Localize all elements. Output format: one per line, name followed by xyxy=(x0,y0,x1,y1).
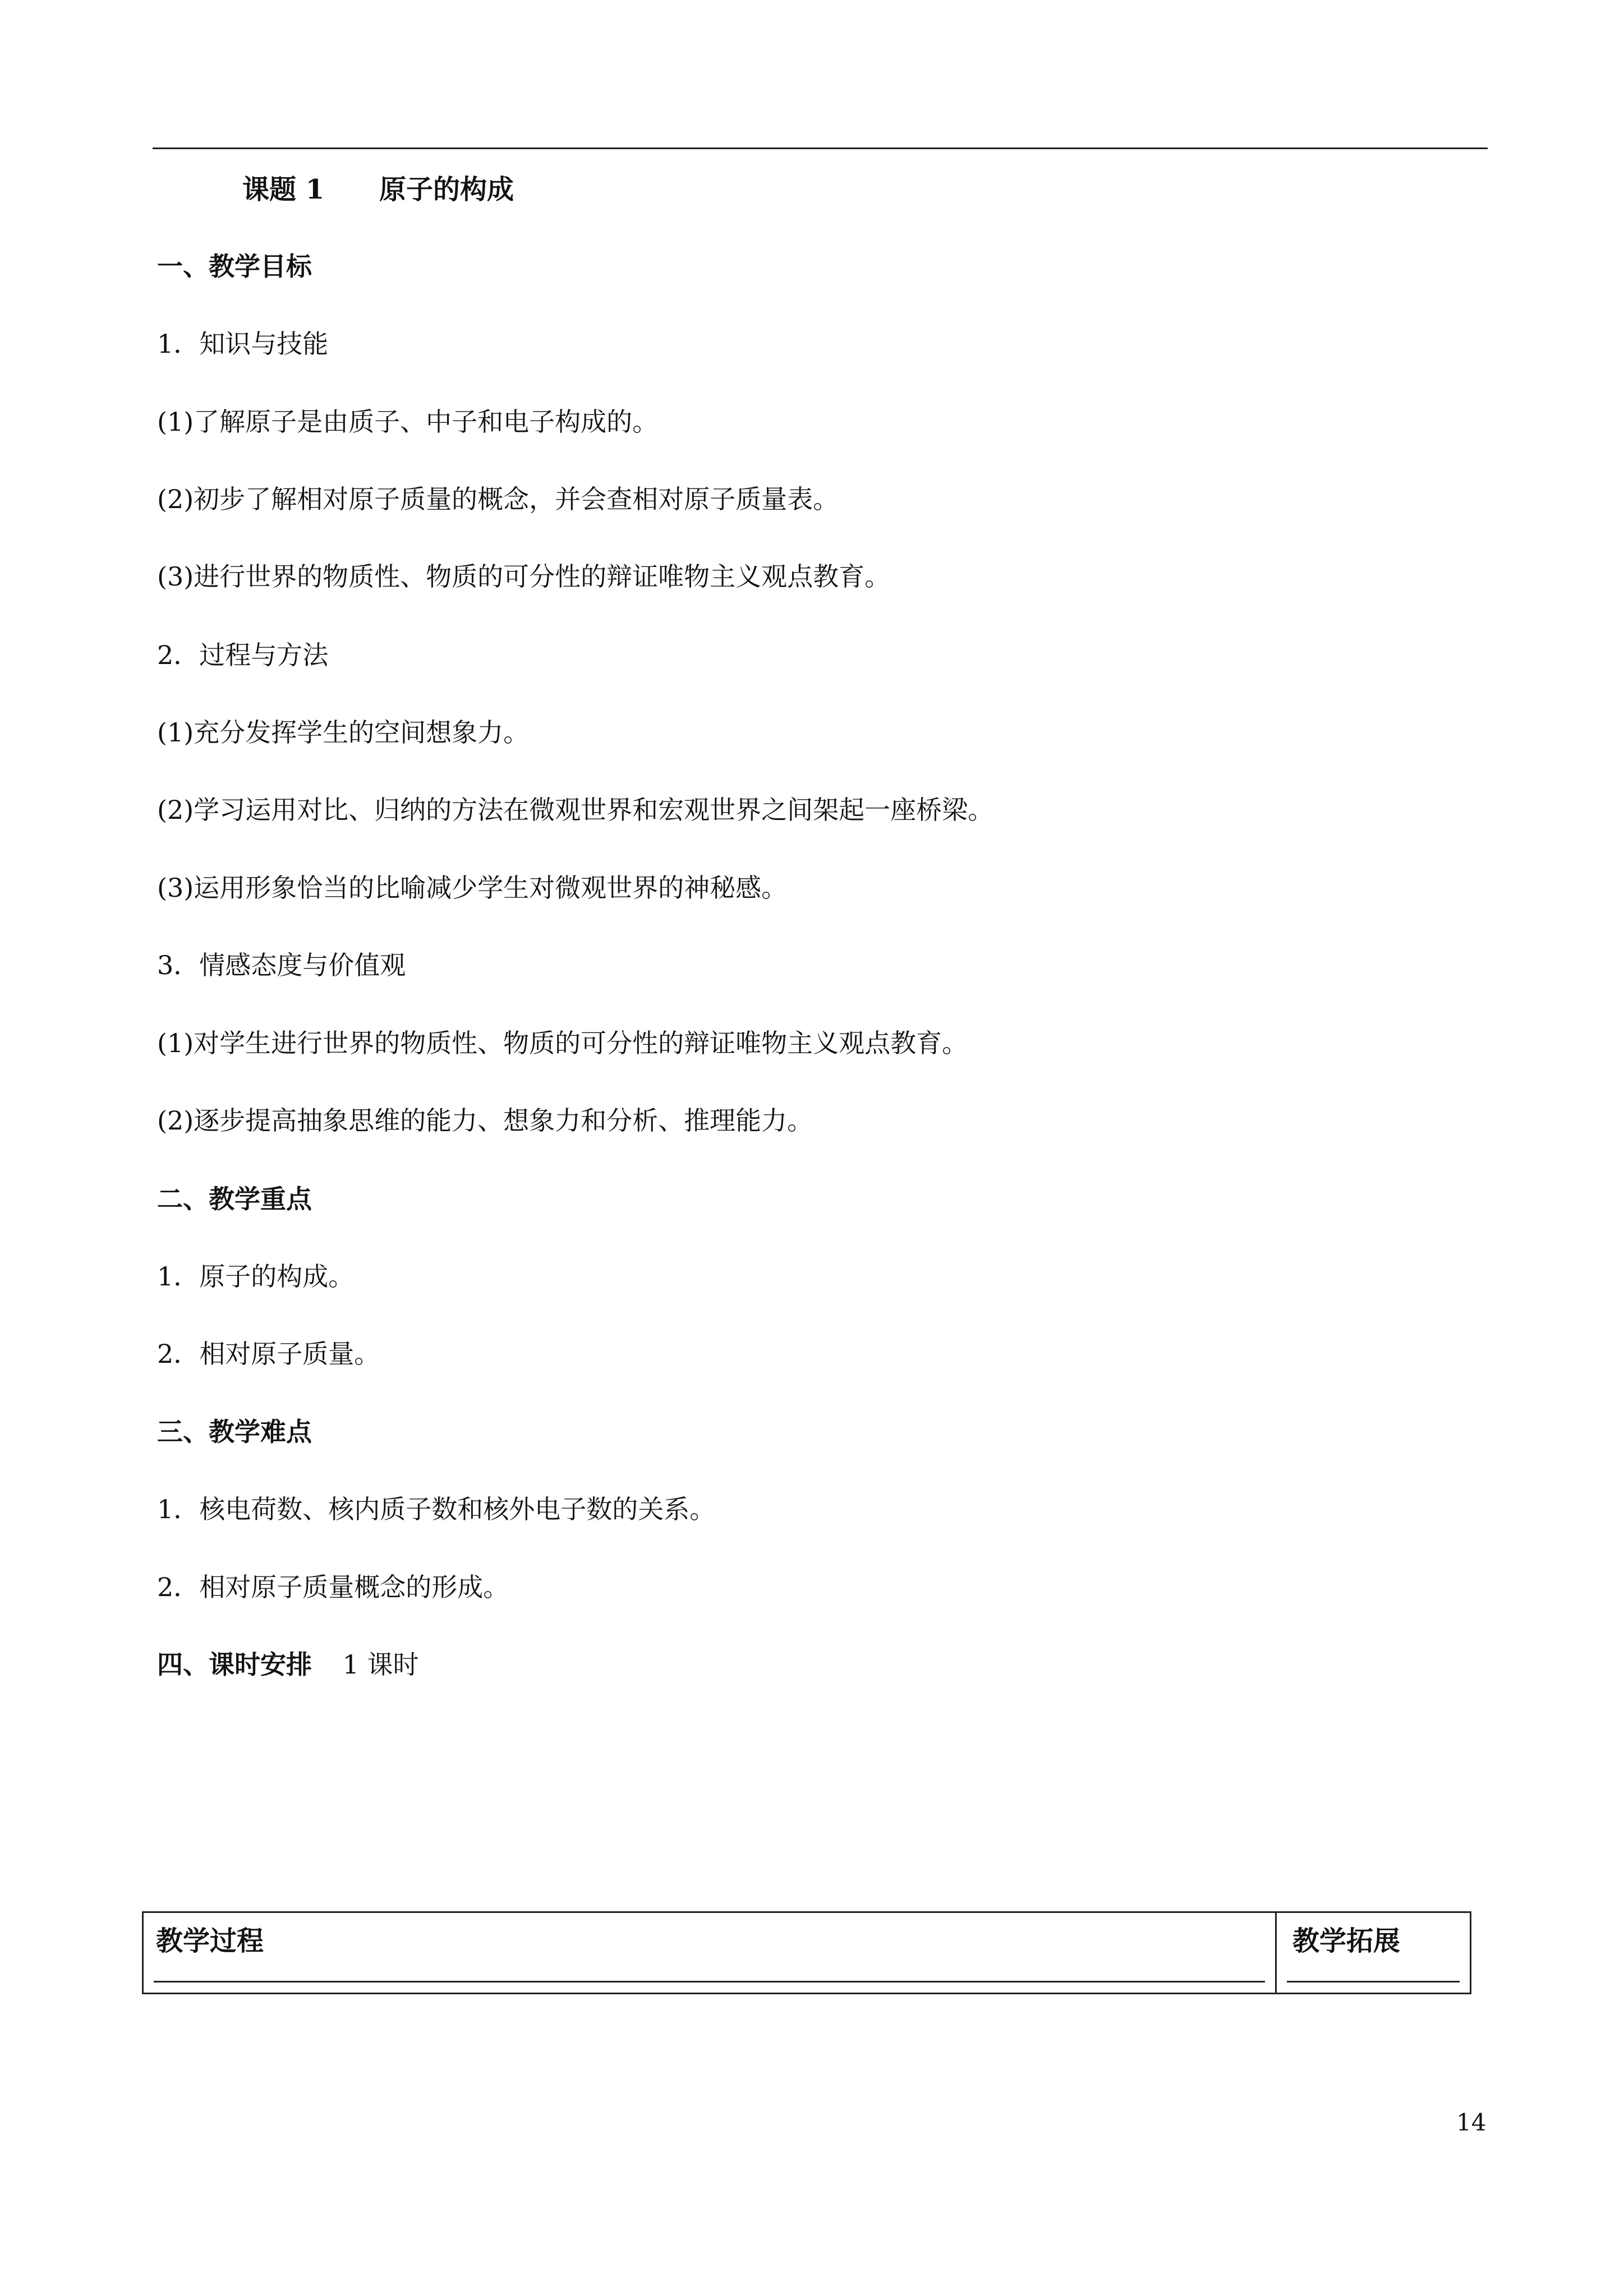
teaching-process-cell xyxy=(144,1913,1277,1993)
cell-underline xyxy=(154,1981,1265,1983)
schedule-heading: 四、课时安排 xyxy=(157,1649,312,1680)
schedule-line xyxy=(157,1649,419,1680)
cell-underline xyxy=(1287,1981,1460,1983)
lesson-title: 原子的构成 xyxy=(379,174,514,205)
key-point-item: 1．原子的构成。 xyxy=(157,1261,355,1292)
knowledge-item: (1)了解原子是由质子、中子和电子构成的。 xyxy=(157,407,659,437)
attitude-heading: 3．情感态度与价值观 xyxy=(157,950,406,980)
key-points-heading: 二、教学重点 xyxy=(157,1184,312,1214)
knowledge-item: (2)初步了解相对原子质量的概念，并会查相对原子质量表。 xyxy=(157,484,839,514)
attitude-item: (1)对学生进行世界的物质性、物质的可分性的辩证唯物主义观点教育。 xyxy=(157,1028,968,1058)
difficulties-heading: 三、教学难点 xyxy=(157,1417,312,1447)
teaching-extension-header: 教学拓展 xyxy=(1292,1925,1401,1957)
process-item: (3)运用形象恰当的比喻减少学生对微观世界的神秘感。 xyxy=(157,873,788,903)
knowledge-item: (3)进行世界的物质性、物质的可分性的辩证唯物主义观点教育。 xyxy=(157,561,891,592)
page-number: 14 xyxy=(1456,2109,1487,2136)
header-rule xyxy=(153,147,1488,149)
knowledge-heading: 1．知识与技能 xyxy=(157,329,329,359)
difficulty-item: 1．核电荷数、核内质子数和核外电子数的关系。 xyxy=(157,1494,716,1524)
schedule-value: 1 课时 xyxy=(342,1649,419,1680)
objectives-heading: 一、教学目标 xyxy=(157,251,312,282)
teaching-extension-cell xyxy=(1277,1913,1470,1993)
teaching-process-header: 教学过程 xyxy=(156,1925,264,1957)
process-item: (2)学习运用对比、归纳的方法在微观世界和宏观世界之间架起一座桥梁。 xyxy=(157,795,994,825)
lesson-number: 课题 1 xyxy=(242,174,325,205)
teaching-table xyxy=(142,1911,1471,1994)
attitude-item: (2)逐步提高抽象思维的能力、想象力和分析、推理能力。 xyxy=(157,1105,813,1136)
difficulty-item: 2．相对原子质量概念的形成。 xyxy=(157,1572,509,1602)
process-item: (1)充分发挥学生的空间想象力。 xyxy=(157,717,530,748)
key-point-item: 2．相对原子质量。 xyxy=(157,1339,380,1369)
process-heading: 2．过程与方法 xyxy=(157,640,329,670)
